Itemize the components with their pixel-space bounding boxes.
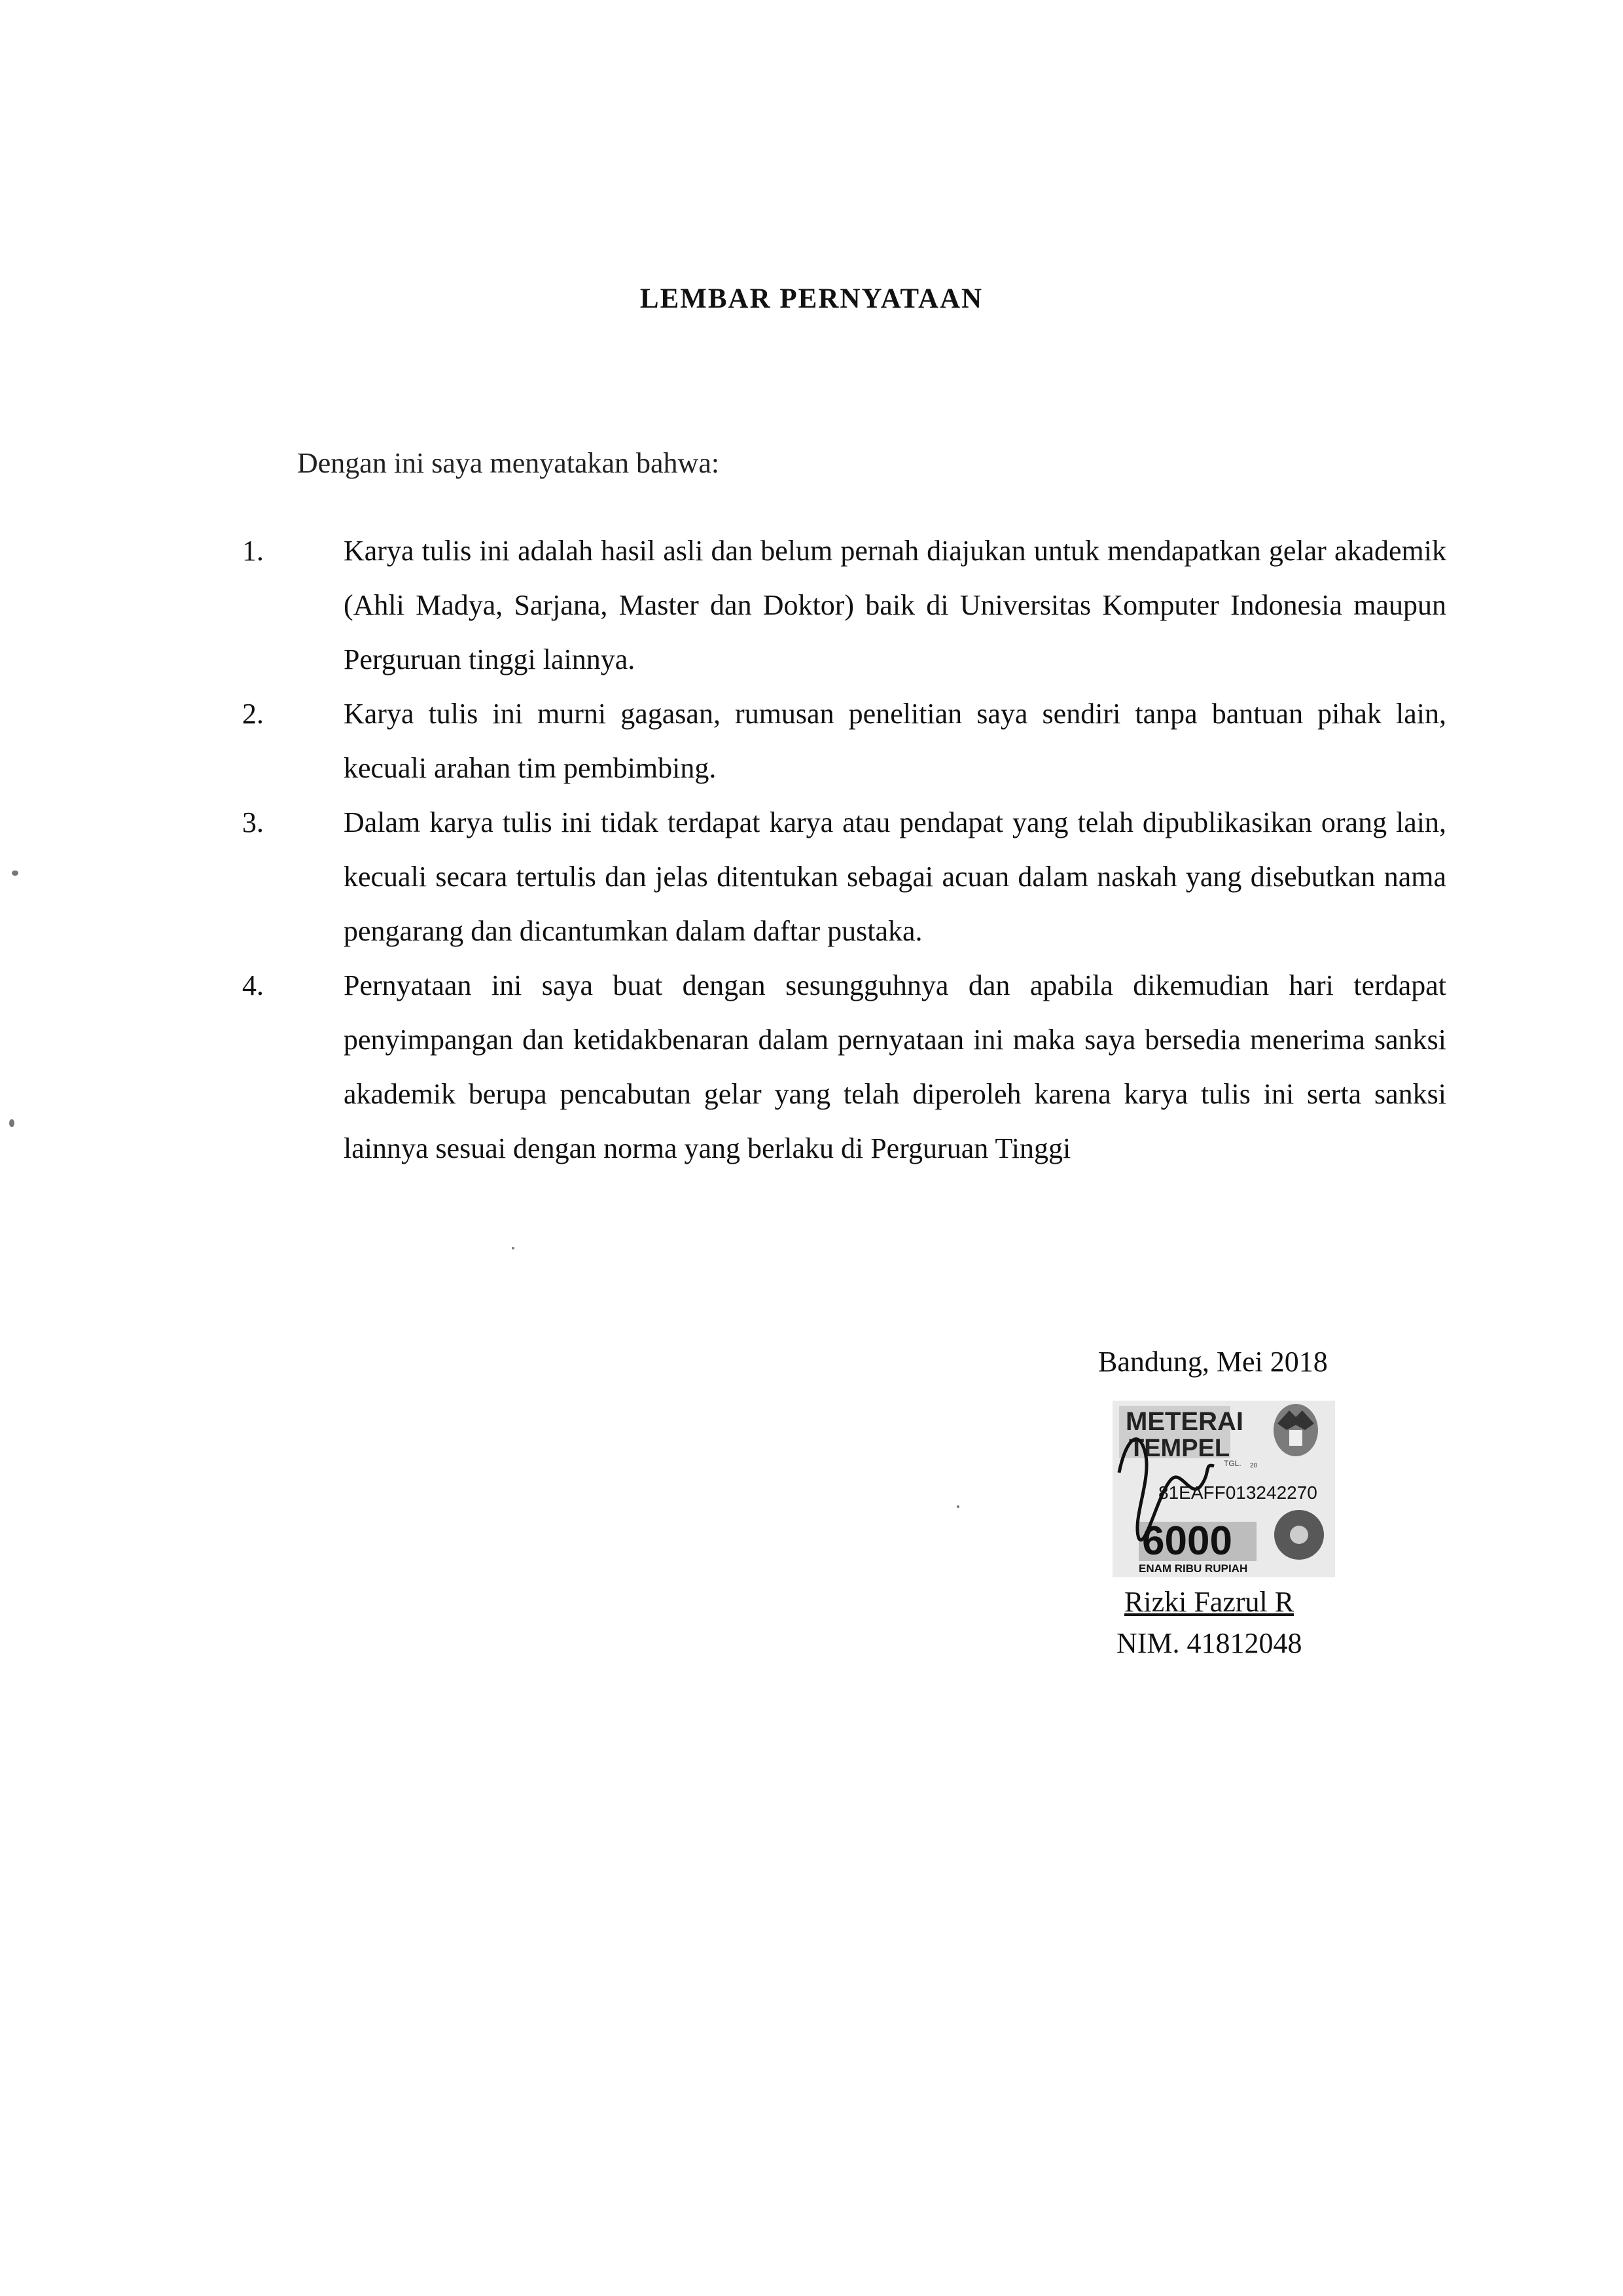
flower-ornament-icon [1274, 1510, 1324, 1560]
list-item [242, 958, 1446, 1175]
item-number: 3. [242, 806, 264, 838]
garuda-emblem-icon [1274, 1404, 1318, 1456]
intro-text: Dengan ini saya menyatakan bahwa: [297, 447, 720, 479]
stamp-line2: TEMPEL [1129, 1435, 1230, 1462]
stamp-graphic [1113, 1401, 1335, 1577]
item-text: Dalam karya tulis ini tidak terdapat karya atau pendapat yang telah dipublikasikan orang lain, kecuali secara tertulis dan jelas ditentukan sebagai acuan dalam naskah yang disebutkan nama pengarang dan dicantumkan dalam daftar pustaka. [344, 806, 1446, 947]
statement-list [242, 524, 1446, 1175]
item-number: 1. [242, 535, 264, 567]
scan-speck [957, 1505, 959, 1508]
stamp-tgl: TGL. [1224, 1459, 1241, 1468]
stamp-serial: 81EAFF013242270 [1158, 1482, 1317, 1503]
scan-speck [9, 1119, 14, 1127]
scan-speck [12, 870, 18, 876]
signature-place-date: Bandung, Mei 2018 [1098, 1346, 1328, 1378]
item-number: 2. [242, 698, 264, 730]
stamp-tgl-year: 20 [1250, 1462, 1258, 1469]
item-text: Karya tulis ini murni gagasan, rumusan penelitian saya sendiri tanpa bantuan pihak lain, kecuali arahan tim pembimbing. [344, 698, 1446, 784]
document-title: LEMBAR PERNYATAAN [639, 283, 984, 314]
signatory-nim: NIM. 41812048 [1116, 1627, 1302, 1659]
scan-speck [512, 1247, 514, 1249]
stamp-amount-words: ENAM RIBU RUPIAH [1139, 1562, 1248, 1575]
list-item [242, 524, 1446, 687]
meterai-stamp [1113, 1401, 1335, 1577]
stamp-line1: METERAI [1126, 1407, 1243, 1436]
item-text: Karya tulis ini adalah hasil asli dan belum pernah diajukan untuk mendapatkan gelar akademik (Ahli Madya, Sarjana, Master dan Doktor) baik di Universitas Komputer Indonesia maupun Perguruan tinggi lainnya. [344, 535, 1446, 675]
item-number: 4. [242, 969, 264, 1001]
list-item [242, 795, 1446, 958]
stamp-amount: 6000 [1142, 1518, 1232, 1564]
list-item [242, 687, 1446, 795]
signatory-name: Rizki Fazrul R [1124, 1586, 1294, 1618]
item-text: Pernyataan ini saya buat dengan sesungguhnya dan apabila dikemudian hari terdapat penyimpangan dan ketidakbenaran dalam pernyataan ini maka saya bersedia menerima sanksi akademik berupa pencabutan gelar yang telah diperoleh karena karya tulis ini serta sanksi lainnya sesuai dengan norma yang berlaku di Perguruan Tinggi [344, 969, 1446, 1164]
